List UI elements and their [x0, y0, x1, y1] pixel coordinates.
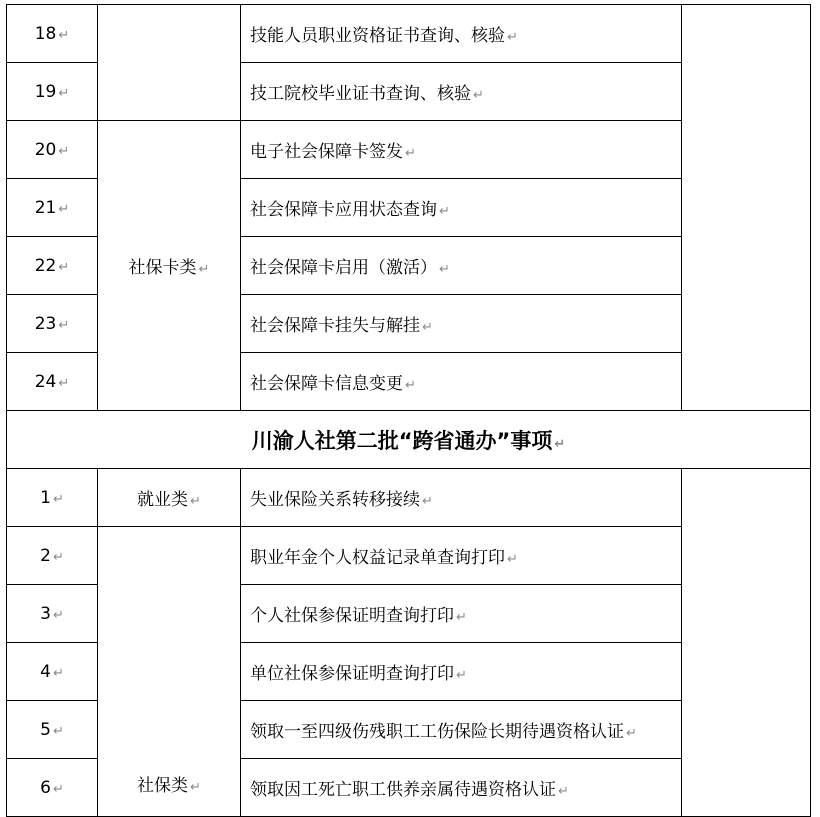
category-cell: 社保类 ↵: [98, 527, 241, 817]
matter-name: 社会保障卡信息变更 ↵: [241, 353, 682, 411]
table-row: [7, 469, 811, 527]
matter-name: 社会保障卡挂失与解挂 ↵: [241, 295, 682, 353]
row-number: 21 ↵: [7, 179, 98, 237]
matter-name: 领取一至四级伤残职工工伤保险长期待遇资格认证 ↵: [241, 701, 682, 759]
matter-name: 职业年金个人权益记录单查询打印 ↵: [241, 527, 682, 585]
matter-name: 电子社会保障卡签发 ↵: [241, 121, 682, 179]
matter-name: 技工院校毕业证书查询、核验 ↵: [241, 63, 682, 121]
section-title: 川渝人社第二批“跨省通办”事项 ↵: [7, 411, 811, 469]
matter-name: 单位社保参保证明查询打印 ↵: [241, 643, 682, 701]
row-number: 23 ↵: [7, 295, 98, 353]
category-cell-empty: [98, 5, 241, 121]
matter-name: 失业保险关系转移接续 ↵: [241, 469, 682, 527]
row-number: 2 ↵: [7, 527, 98, 585]
matter-name: 社会保障卡应用状态查询 ↵: [241, 179, 682, 237]
row-number: 1 ↵: [7, 469, 98, 527]
row-number: 5 ↵: [7, 701, 98, 759]
row-number: 18 ↵: [7, 5, 98, 63]
row-number: 19 ↵: [7, 63, 98, 121]
matters-table: [6, 4, 811, 817]
matter-name: 个人社保参保证明查询打印 ↵: [241, 585, 682, 643]
matter-name: 技能人员职业资格证书查询、核验 ↵: [241, 5, 682, 63]
row-number: 22 ↵: [7, 237, 98, 295]
remarks-cell: [682, 469, 811, 817]
matter-name: 社会保障卡启用（激活） ↵: [241, 237, 682, 295]
category-cell: 社保卡类 ↵: [98, 121, 241, 411]
row-number: 6 ↵: [7, 759, 98, 817]
category-cell: 就业类 ↵: [98, 469, 241, 527]
table-row: [7, 5, 811, 63]
row-number: 4 ↵: [7, 643, 98, 701]
row-number: 20 ↵: [7, 121, 98, 179]
remarks-cell: [682, 5, 811, 411]
matter-name: 领取因工死亡职工供养亲属待遇资格认证 ↵: [241, 759, 682, 817]
row-number: 24 ↵: [7, 353, 98, 411]
section-header-row: [7, 411, 811, 469]
row-number: 3 ↵: [7, 585, 98, 643]
